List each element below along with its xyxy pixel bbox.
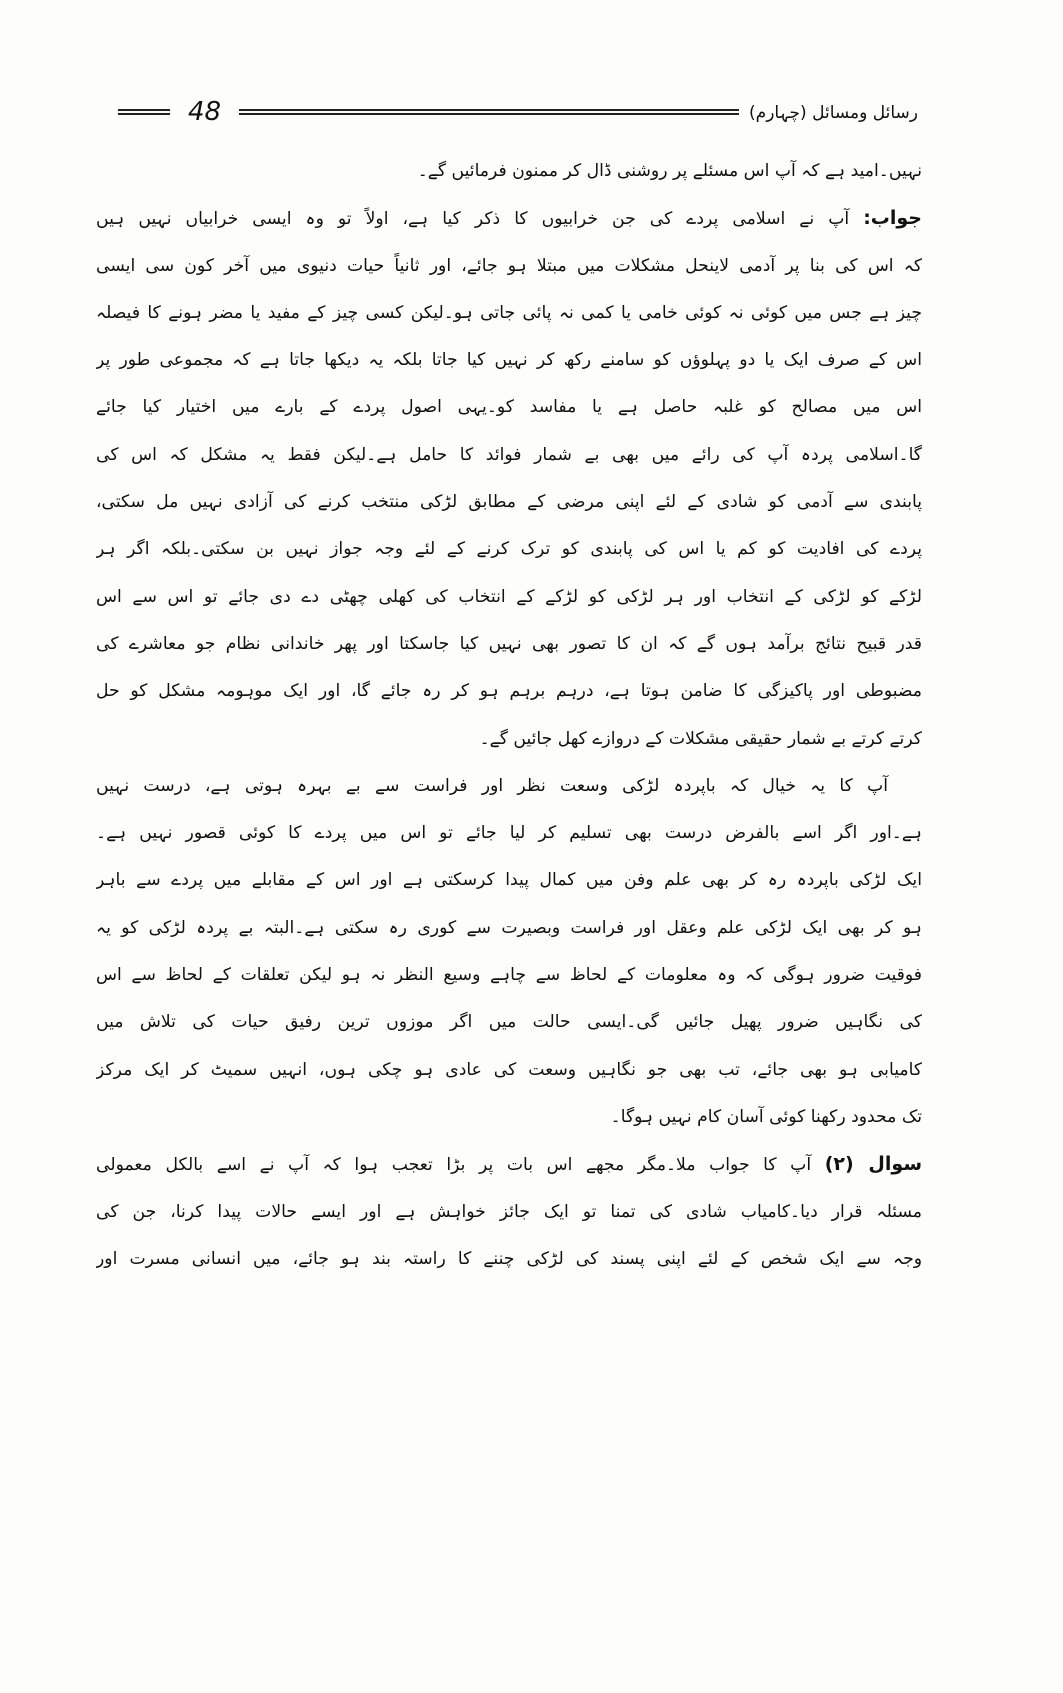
text-line: آپ کا یہ خیال کہ باپردہ لڑکی وسعت نظر اور فراست سے بے بہرہ ہوتی ہے، درست نہیں: [96, 775, 888, 796]
question-label: سوال (۲): [824, 1153, 922, 1176]
text-line: نہیں۔امید ہے کہ آپ اس مسئلے پر روشنی ڈال کر ممنون فرمائیں گے۔: [417, 161, 922, 181]
text-line: اس میں مصالح کو غلبہ حاصل ہے یا مفاسد کو۔یہی اصول پردے کے بارے میں اختیار کیا جائے: [96, 397, 922, 418]
text-line: قدر قبیح نتائج برآمد ہوں گے کہ ان کا تصور بھی نہیں کیا جاسکتا اور پھر خاندانی نظام جو معاشرے کی: [96, 633, 922, 654]
text-line: کامیابی ہو بھی جائے، تب بھی جو نگاہیں وسعت کی عادی ہو چکی ہوں، انہیں سمیٹ کر ایک مرکز: [96, 1059, 922, 1080]
text-line: مسئلہ قرار دیا۔کامیاب شادی کی تمنا تو ایک جائز خواہش ہے اور ایسے حالات پیدا کرنا، جن کی: [96, 1201, 922, 1222]
text-line: ایک لڑکی باپردہ رہ کر بھی علم وفن میں کمال پیدا کرسکتی ہے اور اس کے مقابلے میں پردے سے باہر: [96, 870, 922, 891]
text-line: کرتے کرتے بے شمار حقیقی مشکلات کے دروازے کھل جائیں گے۔: [479, 728, 922, 749]
text-line: پابندی سے آدمی کو شادی کے لئے اپنی مرضی کے مطابق لڑکی منتخب کرنے کی آزادی نہیں مل سکتی،: [96, 492, 922, 513]
text-line: پردے کی افادیت کو کم یا اس کی پابندی کو ترک کرنے کے لئے وجہ جواز نہیں بن سکتی۔بلکہ اگر ہر: [96, 539, 922, 560]
text-line: گا۔اسلامی پردہ آپ کی رائے میں بھی بے شمار فوائد کا حامل ہے۔لیکن فقط یہ مشکل کہ اس کی: [96, 444, 922, 465]
header-rule-right: [239, 109, 739, 115]
paragraph-answer: [96, 195, 922, 763]
text-line: مضبوطی اور پاکیزگی کا ضامن ہوتا ہے، درہم برہم ہو کر رہ جائے گا، اور ایک موہومہ مشکل کو حل: [96, 681, 922, 702]
page-header: [118, 92, 918, 132]
text-line: اس کے صرف ایک یا دو پہلوؤں کو سامنے رکھ کر نہیں کیا جاتا بلکہ یہ دیکھا جاتا ہے کہ مجموعی طور پر: [96, 350, 922, 371]
text-line: تک محدود رکھنا کوئی آسان کام نہیں ہوگا۔: [610, 1106, 922, 1127]
text-line: وجہ سے ایک شخص کے لئے اپنی پسند کی لڑکی چننے کا راستہ بند ہو جائے، میں انسانی مسرت اور: [96, 1248, 922, 1269]
paragraph-answer-continued: [96, 763, 922, 1141]
text-line: کہ اس کی بنا پر آدمی لاینحل مشکلات میں مبتلا ہو جائے، اور ثانیاً حیات دنیوی میں آخر کون سی ایسی: [96, 255, 922, 276]
text-line: [96, 1141, 922, 1188]
page-number: 48: [188, 97, 222, 127]
header-rule-left: [118, 109, 170, 115]
text-line: ہے۔اور اگر اسے بالفرض درست بھی تسلیم کر لیا جائے تو اس میں پردے کا کوئی قصور نہیں ہے۔: [96, 823, 922, 844]
answer-first-line: آپ نے اسلامی پردے کی جن خرابیوں کا ذکر کیا ہے، اولاً تو وہ ایسی خرابیاں نہیں ہیں: [96, 209, 850, 230]
text-line: [96, 195, 922, 242]
paragraph-question-end: [96, 148, 922, 195]
paragraph-question-2: [96, 1141, 922, 1283]
text-line: فوقیت ضرور ہوگی کہ وہ معلومات کے لحاظ سے چاہے وسیع النظر نہ ہو لیکن تعلقات کے لحاظ سے اس: [96, 965, 922, 986]
question-first-line: آپ کا جواب ملا۔مگر مجھے اس بات پر بڑا تعجب ہوا کہ آپ نے اسے بالکل معمولی: [96, 1155, 812, 1176]
text-line: ہو کر بھی ایک لڑکی علم وعقل اور فراست وبصیرت سے کوری رہ سکتی ہے۔البتہ بے پردہ لڑکی کو یہ: [96, 917, 922, 938]
page-body: [96, 148, 922, 1283]
text-line: چیز ہے جس میں کوئی نہ کوئی خامی یا کمی نہ پائی جاتی ہو۔لیکن کسی چیز کے مفید یا مضر ہونے کا فیصلہ: [96, 302, 922, 323]
text-line: لڑکے کو لڑکی کے انتخاب اور ہر لڑکی کو لڑکے کے انتخاب کی کھلی چھٹی دے دی جائے تو اس سے اس: [96, 586, 922, 607]
answer-label: جواب:: [863, 207, 922, 230]
running-title: رسائل ومسائل (چہارم): [749, 102, 918, 123]
text-line: کی نگاہیں ضرور پھیل جائیں گی۔ایسی حالت میں اگر موزوں ترین رفیق حیات کی تلاش میں: [96, 1012, 922, 1033]
